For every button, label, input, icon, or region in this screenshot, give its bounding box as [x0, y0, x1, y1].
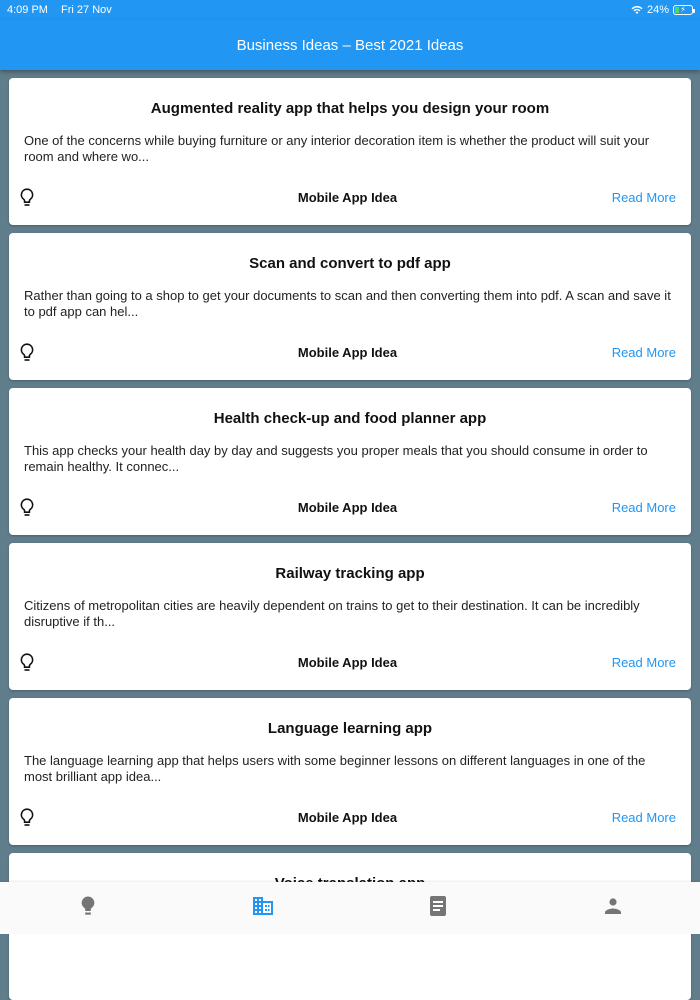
idea-category: Mobile App Idea [297, 654, 398, 670]
idea-category: Mobile App Idea [297, 189, 398, 205]
idea-description: Citizens of metropolitan cities are heavily dependent on trains to get to their destination. It can be incredibly disruptive if th... [24, 598, 640, 629]
idea-description: This app checks your health day by day and suggests you proper meals that you should consume in order to remain healthy. It connec... [24, 443, 648, 474]
idea-card[interactable] [9, 698, 691, 845]
idea-card[interactable] [9, 233, 691, 380]
idea-title: Language learning app [267, 720, 433, 737]
idea-title: Health check-up and food planner app [213, 410, 487, 427]
idea-title: Scan and convert to pdf app [249, 255, 451, 272]
nav-item-business[interactable] [175, 882, 350, 934]
idea-category: Mobile App Idea [297, 499, 398, 515]
lightbulb-icon [81, 896, 95, 916]
lightbulb-outline-icon [19, 652, 35, 672]
lightbulb-outline-icon [19, 807, 35, 827]
status-bar-right [631, 4, 693, 16]
article-document-icon [430, 896, 446, 916]
bottom-navigation [0, 882, 700, 934]
nav-item-ideas[interactable] [0, 882, 175, 934]
read-more-link[interactable]: Read More [611, 654, 676, 670]
page-title: Business Ideas – Best 2021 Ideas [236, 36, 464, 54]
idea-category: Mobile App Idea [297, 809, 398, 825]
idea-description: One of the concerns while buying furniture or any interior decoration item is whether the product will suit your room and where wo... [24, 133, 650, 164]
read-more-link[interactable]: Read More [611, 344, 676, 360]
idea-card[interactable] [9, 78, 691, 225]
idea-description: Rather than going to a shop to get your documents to scan and then converting them into pdf. A scan and save it to pdf app can hel... [24, 288, 671, 319]
battery-charging-icon: ⚡ [673, 5, 693, 15]
idea-title: Railway tracking app [275, 565, 425, 582]
idea-footer [19, 341, 676, 363]
status-date: Fri 27 Nov [61, 4, 112, 16]
lightbulb-outline-icon [19, 187, 35, 207]
status-bar [0, 0, 700, 20]
status-bar-left [7, 4, 122, 16]
idea-footer [19, 651, 676, 673]
idea-card[interactable] [9, 543, 691, 690]
idea-card[interactable] [9, 388, 691, 535]
lightbulb-outline-icon [19, 497, 35, 517]
idea-footer [19, 806, 676, 828]
status-time: 4:09 PM [7, 4, 48, 16]
read-more-link[interactable]: Read More [611, 499, 676, 515]
battery-percent: 24% [646, 4, 669, 16]
read-more-link[interactable]: Read More [611, 189, 676, 205]
business-building-icon [253, 897, 273, 915]
app-bar [0, 20, 700, 70]
ideas-list[interactable] [0, 70, 700, 882]
nav-item-articles[interactable] [350, 882, 525, 934]
idea-category: Mobile App Idea [297, 344, 398, 360]
idea-footer [19, 496, 676, 518]
lightbulb-outline-icon [19, 342, 35, 362]
idea-footer [19, 186, 676, 208]
person-icon [605, 898, 621, 914]
idea-description: The language learning app that helps users with some beginner lessons on different languages in one of the most brilliant app idea... [24, 753, 646, 784]
read-more-link[interactable]: Read More [611, 809, 676, 825]
nav-item-profile[interactable] [525, 882, 700, 934]
idea-title: Augmented reality app that helps you design your room [150, 100, 550, 117]
wifi-icon [631, 5, 643, 15]
